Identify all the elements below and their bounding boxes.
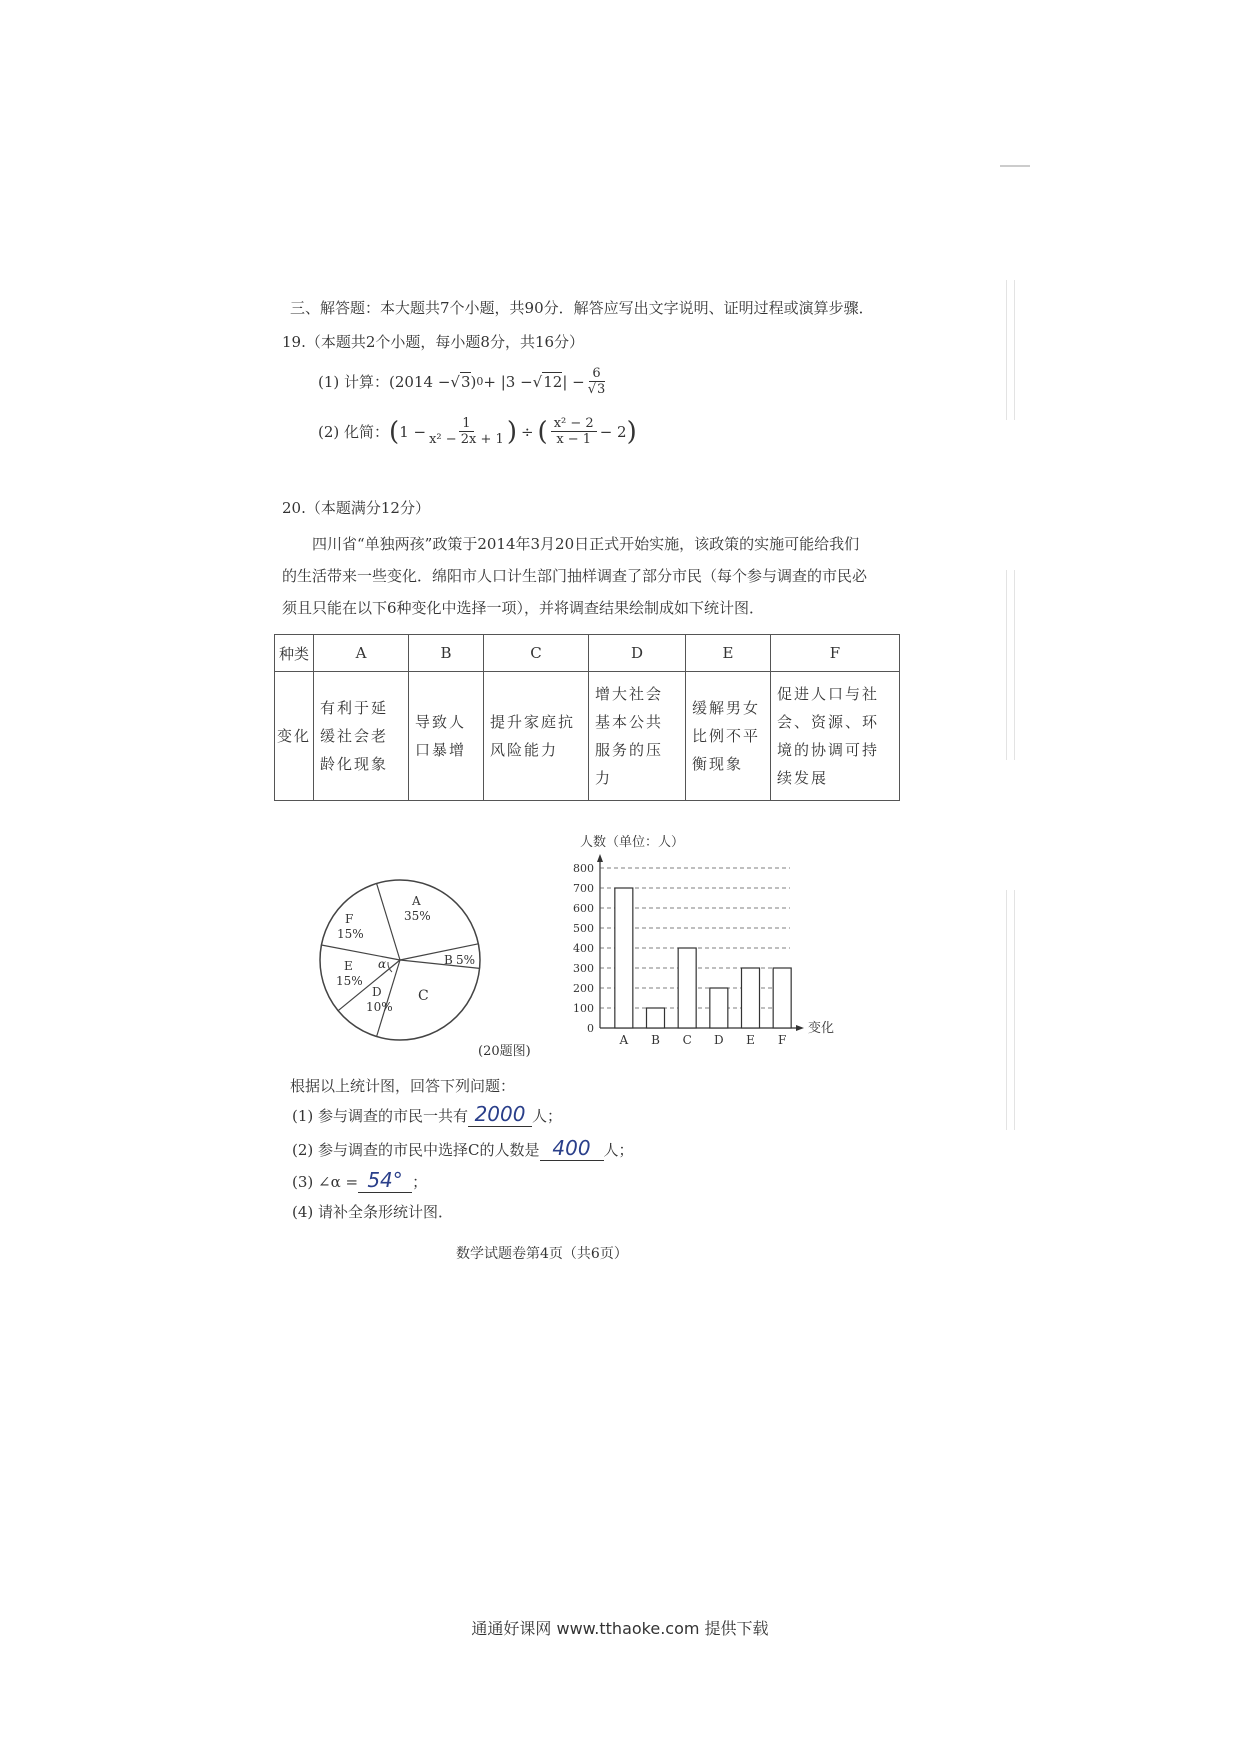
bar-xtick-d: D — [714, 1033, 724, 1047]
pie-label-f: F — [345, 912, 354, 926]
survey-change-c: 提升家庭抗风险能力 — [484, 672, 589, 801]
survey-row-label: 变化 — [275, 672, 314, 801]
pie-edge-ef — [321, 945, 400, 960]
survey-change-d: 增大社会基本公共服务的压力 — [589, 672, 686, 801]
bar-ytick-label: 700 — [573, 882, 594, 895]
q19-part2-frac2 — [551, 416, 597, 447]
bar-x-axis-arrow — [796, 1025, 804, 1031]
pie-label-d: D — [372, 985, 382, 999]
survey-type-c: C — [484, 635, 589, 672]
pie-label-c: C — [418, 988, 429, 1004]
q3-answer: 54° — [367, 1168, 403, 1192]
q19-part1-b: ) — [470, 372, 477, 391]
pie-edge-af — [377, 884, 400, 961]
bar-ytick-label: 300 — [573, 962, 594, 975]
survey-table — [274, 634, 900, 801]
q20-intro-line2: 的生活带来一些变化．绵阳市人口计生部门抽样调查了部分市民（每个参与调查的市民必 — [282, 567, 868, 585]
survey-type-b: B — [409, 635, 484, 672]
q19-part1-sqrt12: 12 — [543, 372, 563, 391]
q20-intro-line1: 四川省“单独两孩”政策于2014年3月20日正式开始实施，该政策的实施可能给我们 — [312, 535, 860, 553]
q19-part1-frac-den: 3 — [597, 382, 606, 397]
site-credit: 通通好课网 www.tthaoke.com 提供下载 — [471, 1619, 769, 1638]
q19-part2-frac1 — [429, 416, 504, 447]
q19-part1: (1) 计算： (2014 − √3 ) 0 + |3 − √12 | − $\frac{6}{√3}$ — [318, 366, 606, 397]
pie-pct-b: 5% — [456, 953, 476, 967]
q19-part2: (2) 化简： ( 1 − $\frac{1}{\text{x² − 2x + 1}}$ ) ÷ ( $\frac{\text{x² − 2}}{x - 1}$ − 2 ) — [318, 416, 637, 447]
q19-part1-label: (1) 计算： — [318, 372, 390, 391]
q3-suffix: ； — [412, 1173, 428, 1191]
pie-alpha-label: α — [378, 957, 387, 971]
bar-chart — [560, 832, 860, 1052]
pie-pct-f: 15% — [337, 927, 364, 941]
bar-y-axis-arrow — [597, 854, 603, 862]
bar-ytick-label: 500 — [573, 922, 594, 935]
bar-b — [647, 1008, 665, 1028]
q19-part2-div: ÷ — [520, 422, 534, 441]
q1-answer: 2000 — [474, 1102, 526, 1126]
q20-question3 — [292, 1170, 427, 1193]
q19-part2-label: (2) 化简： — [318, 422, 390, 441]
q20-question1 — [292, 1104, 562, 1127]
survey-change-b: 导致人口暴增 — [409, 672, 484, 801]
q20-question2 — [292, 1138, 634, 1161]
bar-ytick-label: 100 — [573, 1002, 594, 1015]
survey-change-e: 缓解男女比例不平衡现象 — [686, 672, 771, 801]
q2-prefix: (2) 参与调查的市民中选择C的人数是 — [292, 1141, 540, 1159]
q19-part2-frac1-den: x² − 2x + 1 — [429, 432, 504, 447]
survey-change-row — [275, 672, 900, 801]
bar-xtick-b: B — [651, 1033, 660, 1047]
q19-part1-frac-num: 6 — [589, 366, 603, 382]
q1-prefix: (1) 参与调查的市民一共有 — [292, 1107, 469, 1125]
bar-d — [710, 988, 728, 1028]
q19-part1-c: + |3 − — [483, 372, 533, 391]
q2-suffix: 人； — [603, 1141, 634, 1159]
q19-title: 19.（本题共2个小题，每小题8分，共16分） — [282, 333, 585, 351]
bar-xtick-f: F — [778, 1033, 787, 1047]
page-footer: 数学试题卷第4页（共6页） — [456, 1246, 628, 1262]
q19-part1-d: | − — [562, 372, 585, 391]
questions-intro: 根据以上统计图，回答下列问题： — [290, 1077, 516, 1095]
q19-part2-minus2: − 2 — [599, 422, 627, 441]
bar-xtick-e: E — [746, 1033, 755, 1047]
q19-part1-sqrt3: 3 — [460, 372, 471, 391]
section-header: 三、解答题：本大题共7个小题，共90分．解答应写出文字说明、证明过程或演算步骤． — [290, 299, 874, 317]
bar-ytick-label: 0 — [587, 1022, 594, 1035]
pie-pct-a: 35% — [404, 909, 431, 923]
q20-intro-line3: 须且只能在以下6种变化中选择一项），并将调查结果绘制成如下统计图． — [282, 599, 765, 617]
q19-part2-frac2-num: x² − 2 — [551, 416, 597, 432]
pie-pct-e: 15% — [336, 974, 363, 988]
survey-change-f: 促进人口与社会、资源、环境的协调可持续发展 — [771, 672, 900, 801]
bar-x-axis-label: 变化 — [808, 1021, 835, 1036]
q19-part2-one: 1 − — [399, 422, 427, 441]
pie-label-b: B — [444, 953, 453, 967]
survey-header-row — [275, 635, 900, 672]
bar-e — [742, 968, 760, 1028]
q19-part1-a: (2014 − — [389, 372, 451, 391]
pie-chart — [300, 860, 500, 1060]
bar-xtick-a: A — [619, 1033, 629, 1047]
figure-caption: (20题图) — [478, 1044, 531, 1059]
bar-ytick-label: 800 — [573, 862, 594, 875]
survey-type-e: E — [686, 635, 771, 672]
q19-part1-fraction: $\frac{6}{√3}$ — [587, 366, 606, 397]
q1-suffix: 人； — [532, 1107, 563, 1125]
survey-type-a: A — [314, 635, 409, 672]
q19-part1-exp: 0 — [476, 374, 484, 388]
survey-change-a: 有利于延缓社会老龄化现象 — [314, 672, 409, 801]
bar-f — [773, 968, 791, 1028]
bar-a — [615, 888, 633, 1028]
q2-answer: 400 — [552, 1136, 591, 1160]
survey-header-label: 种类 — [275, 635, 314, 672]
pie-label-a: A — [412, 894, 421, 908]
bar-chart-title: 人数（单位：人） — [580, 835, 685, 850]
bar-ytick-label: 600 — [573, 902, 594, 915]
bar-c — [678, 948, 696, 1028]
q19-part2-frac2-den: x − 1 — [556, 432, 592, 447]
survey-type-f: F — [771, 635, 900, 672]
bar-ytick-label: 200 — [573, 982, 594, 995]
pie-label-e: E — [344, 959, 353, 973]
survey-type-d: D — [589, 635, 686, 672]
q19-part2-frac1-num: 1 — [459, 416, 473, 432]
q20-question4: (4) 请补全条形统计图． — [292, 1203, 454, 1221]
pie-pct-d: 10% — [366, 1000, 393, 1014]
q3-prefix: (3) ∠α = — [292, 1173, 359, 1191]
bar-ytick-label: 400 — [573, 942, 594, 955]
bar-xtick-c: C — [682, 1033, 692, 1047]
q20-title: 20.（本题满分12分） — [282, 499, 430, 517]
